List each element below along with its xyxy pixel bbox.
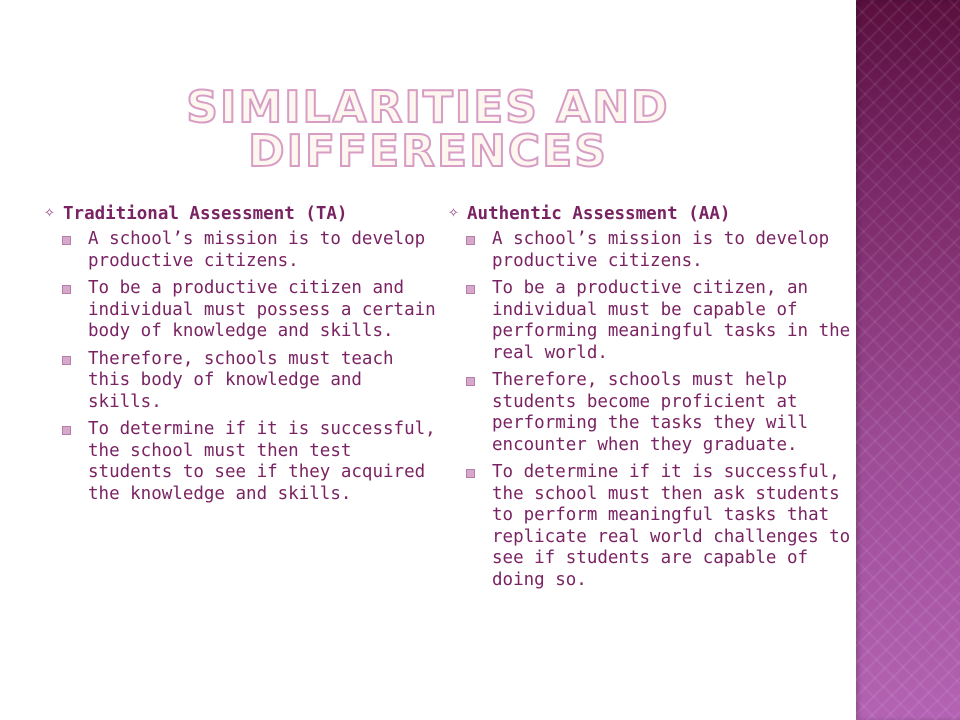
left-column <box>44 201 436 511</box>
list-item <box>466 370 852 456</box>
square-bullet-icon <box>466 377 475 386</box>
list-item-text: Therefore, schools must teach this body of knowledge and skills. <box>88 348 394 412</box>
left-heading-row <box>44 201 436 227</box>
square-bullet-icon <box>62 236 71 245</box>
list-item <box>62 229 436 272</box>
right-bullet-list <box>448 229 852 591</box>
left-bullet-list <box>44 229 436 505</box>
list-item-text: To be a productive citizen, an individual must be capable of performing meaningful tasks in the real world. <box>492 278 851 363</box>
four-point-star-icon: ✧ <box>448 206 459 221</box>
list-item <box>62 278 436 343</box>
square-bullet-icon <box>62 356 71 365</box>
square-bullet-icon <box>466 285 475 294</box>
four-point-star-icon: ✧ <box>44 206 55 221</box>
square-bullet-icon <box>466 236 475 245</box>
decorative-side-band <box>856 0 960 720</box>
list-item-text: To be a productive citizen and individual must possess a certain body of knowledge and skills. <box>88 278 436 341</box>
list-item-text: A school’s mission is to develop productive citizens. <box>88 229 426 271</box>
square-bullet-icon <box>466 469 475 478</box>
list-item-text: A school’s mission is to develop productive citizens. <box>492 229 830 271</box>
list-item <box>466 229 852 272</box>
list-item-text: To determine if it is successful, the school must then ask students to perform meaningful tasks that replicate real world challenges to see if students are capable of doing so. <box>492 462 851 590</box>
slide-title: SIMILARITIES AND DIFFERENCES <box>186 82 670 177</box>
left-heading: Traditional Assessment (TA) <box>63 204 348 224</box>
right-column <box>448 201 852 597</box>
square-bullet-icon <box>62 426 71 435</box>
list-item-text: Therefore, schools must help students become proficient at performing the tasks they will encounter when they graduate. <box>492 370 809 455</box>
right-heading-row <box>448 201 852 227</box>
right-heading: Authentic Assessment (AA) <box>467 204 731 224</box>
list-item <box>62 349 436 414</box>
square-bullet-icon <box>62 285 71 294</box>
list-item <box>466 462 852 591</box>
list-item-text: To determine if it is successful, the school must then test students to see if they acquired the knowledge and skills. <box>88 419 436 504</box>
list-item <box>62 419 436 505</box>
list-item <box>466 278 852 364</box>
